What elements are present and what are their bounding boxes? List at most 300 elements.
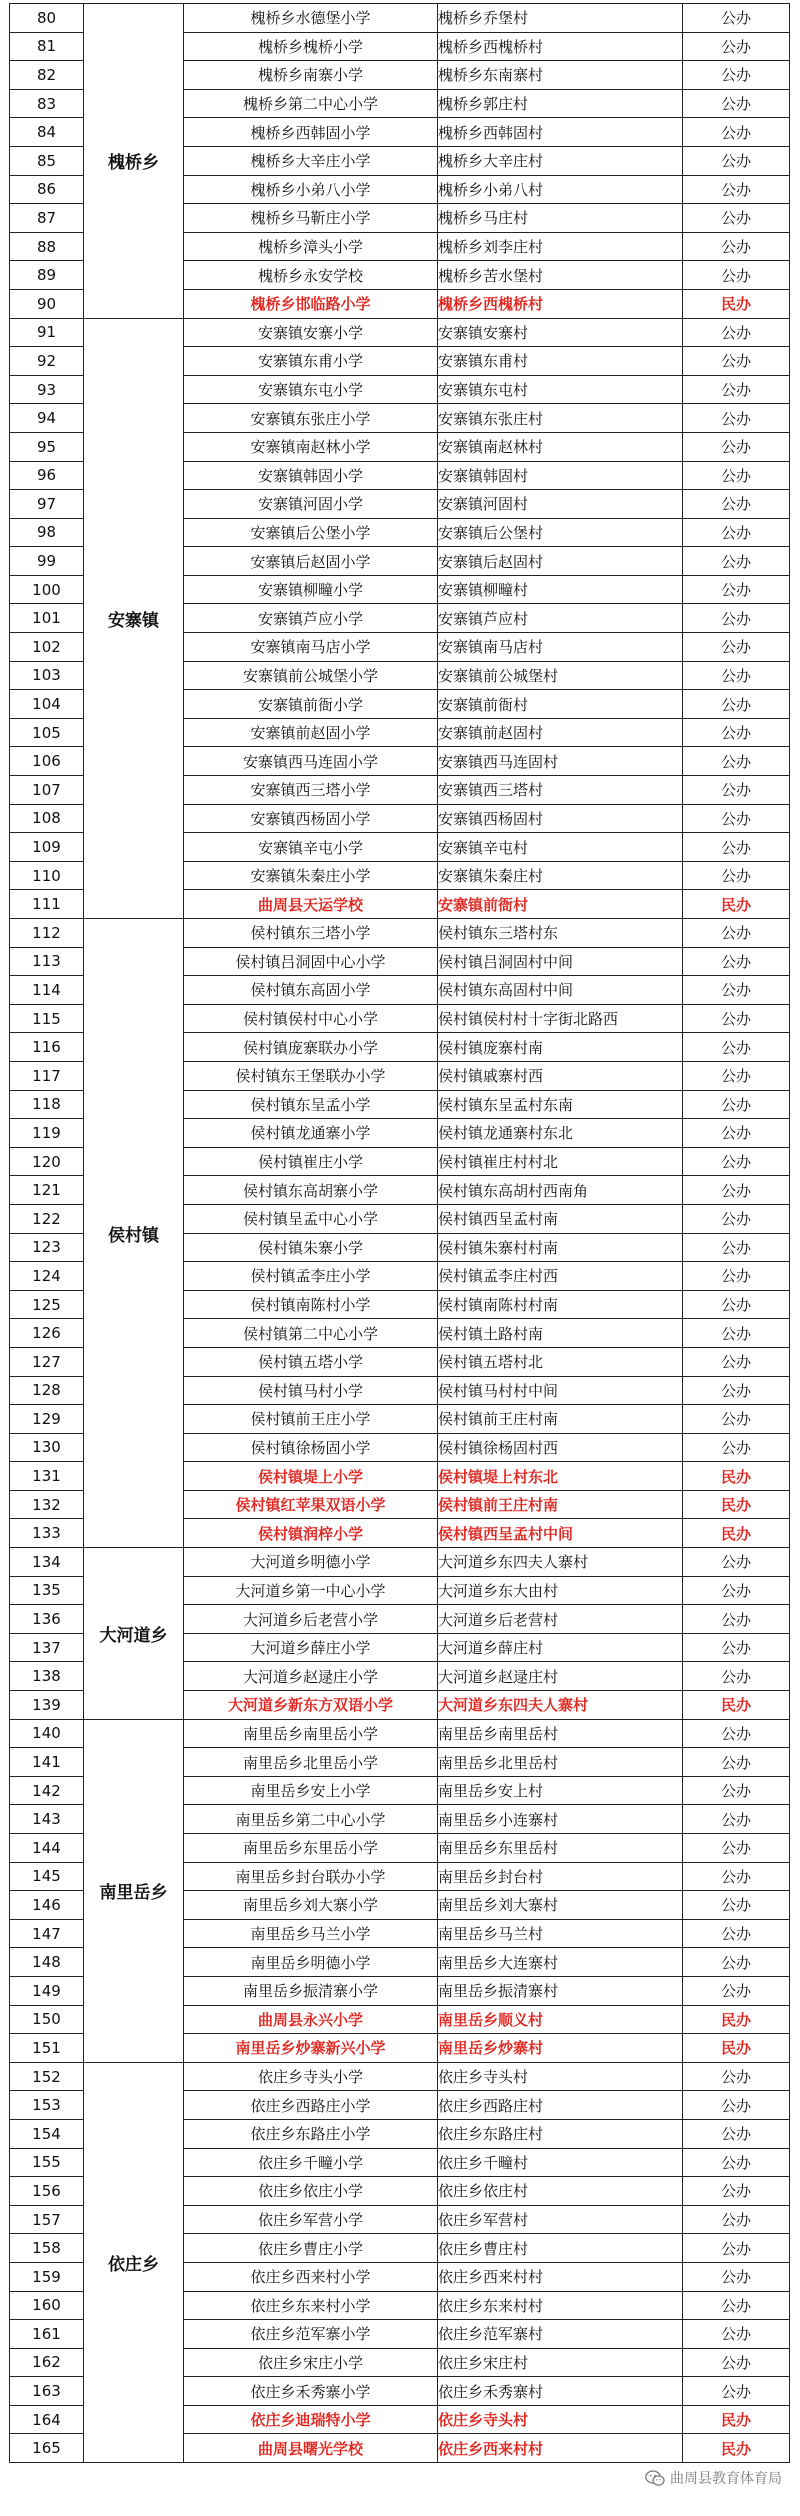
- row-number: 117: [10, 1061, 84, 1090]
- school-location: 安寨镇芦应村: [438, 604, 683, 633]
- school-name: 侯村镇东三塔小学: [184, 919, 438, 948]
- school-name: 南里岳乡北里岳小学: [184, 1748, 438, 1777]
- school-type: 公办: [683, 490, 790, 519]
- school-name: 依庄乡范军寨小学: [184, 2320, 438, 2349]
- row-number: 135: [10, 1576, 84, 1605]
- school-location: 安寨镇前公城堡村: [438, 661, 683, 690]
- school-name: 大河道乡赵逯庄小学: [184, 1662, 438, 1691]
- row-number: 119: [10, 1119, 84, 1148]
- row-number: 84: [10, 118, 84, 147]
- school-location: 大河道乡东四夫人寨村: [438, 1691, 683, 1720]
- row-number: 158: [10, 2234, 84, 2263]
- school-location: 槐桥乡马庄村: [438, 204, 683, 233]
- school-location: 侯村镇东高固村中间: [438, 976, 683, 1005]
- school-location: 安寨镇柳疃村: [438, 575, 683, 604]
- school-name: 大河道乡新东方双语小学: [184, 1691, 438, 1720]
- school-name: 槐桥乡水德堡小学: [184, 4, 438, 33]
- row-number: 147: [10, 1919, 84, 1948]
- school-name: 依庄乡东路庄小学: [184, 2119, 438, 2148]
- school-location: 大河道乡赵逯庄村: [438, 1662, 683, 1691]
- row-number: 133: [10, 1519, 84, 1548]
- row-number: 150: [10, 2005, 84, 2034]
- school-name: 侯村镇庞寨联办小学: [184, 1033, 438, 1062]
- row-number: 165: [10, 2434, 84, 2463]
- school-name: 大河道乡后老营小学: [184, 1605, 438, 1634]
- school-name: 安寨镇韩固小学: [184, 461, 438, 490]
- school-name: 槐桥乡西韩固小学: [184, 118, 438, 147]
- school-type: 民办: [683, 1519, 790, 1548]
- school-name: 南里岳乡南里岳小学: [184, 1719, 438, 1748]
- school-type: 公办: [683, 718, 790, 747]
- school-name: 安寨镇前赵固小学: [184, 718, 438, 747]
- row-number: 114: [10, 976, 84, 1005]
- school-type: 公办: [683, 61, 790, 90]
- school-location: 安寨镇后赵固村: [438, 547, 683, 576]
- school-location: 槐桥乡西槐桥村: [438, 32, 683, 61]
- table-row: [10, 2062, 790, 2091]
- school-location: 依庄乡范军寨村: [438, 2320, 683, 2349]
- school-location: 槐桥乡大辛庄村: [438, 146, 683, 175]
- school-location: 槐桥乡郭庄村: [438, 89, 683, 118]
- school-type: 公办: [683, 432, 790, 461]
- school-name: 槐桥乡大辛庄小学: [184, 146, 438, 175]
- school-name: 侯村镇润梓小学: [184, 1519, 438, 1548]
- school-type: 公办: [683, 347, 790, 376]
- school-name: 安寨镇河固小学: [184, 490, 438, 519]
- row-number: 142: [10, 1776, 84, 1805]
- school-name: 侯村镇东王堡联办小学: [184, 1061, 438, 1090]
- school-name: 侯村镇侯村中心小学: [184, 1004, 438, 1033]
- school-name: 曲周县永兴小学: [184, 2005, 438, 2034]
- school-location: 南里岳乡小连寨村: [438, 1805, 683, 1834]
- school-type: 公办: [683, 1834, 790, 1863]
- school-type: 民办: [683, 890, 790, 919]
- row-number: 152: [10, 2062, 84, 2091]
- school-location: 安寨镇后公堡村: [438, 518, 683, 547]
- school-name: 槐桥乡南寨小学: [184, 61, 438, 90]
- school-location: 侯村镇前王庄村南: [438, 1490, 683, 1519]
- school-location: 依庄乡西来村村: [438, 2434, 683, 2463]
- school-name: 槐桥乡永安学校: [184, 261, 438, 290]
- school-name: 安寨镇后赵固小学: [184, 547, 438, 576]
- row-number: 136: [10, 1605, 84, 1634]
- row-number: 104: [10, 690, 84, 719]
- school-name: 依庄乡寺头小学: [184, 2062, 438, 2091]
- school-location: 槐桥乡西槐桥村: [438, 289, 683, 318]
- row-number: 91: [10, 318, 84, 347]
- school-location: 南里岳乡刘大寨村: [438, 1891, 683, 1920]
- school-location: 侯村镇西呈孟村中间: [438, 1519, 683, 1548]
- school-location: 侯村镇土路村南: [438, 1319, 683, 1348]
- school-type: 公办: [683, 575, 790, 604]
- school-type: 公办: [683, 1061, 790, 1090]
- row-number: 157: [10, 2205, 84, 2234]
- school-name: 槐桥乡漳头小学: [184, 232, 438, 261]
- school-location: 大河道乡东大由村: [438, 1576, 683, 1605]
- school-name: 安寨镇东屯小学: [184, 375, 438, 404]
- row-number: 146: [10, 1891, 84, 1920]
- school-type: 公办: [683, 375, 790, 404]
- school-location: 依庄乡军营村: [438, 2205, 683, 2234]
- school-type: 公办: [683, 518, 790, 547]
- school-location: 依庄乡西来村村: [438, 2262, 683, 2291]
- school-location: 安寨镇西马连固村: [438, 747, 683, 776]
- school-location: 安寨镇朱秦庄村: [438, 861, 683, 890]
- school-name: 侯村镇五塔小学: [184, 1347, 438, 1376]
- row-number: 94: [10, 404, 84, 433]
- school-name: 南里岳乡振清寨小学: [184, 1976, 438, 2005]
- school-location: 南里岳乡大连寨村: [438, 1948, 683, 1977]
- row-number: 101: [10, 604, 84, 633]
- row-number: 121: [10, 1176, 84, 1205]
- row-number: 161: [10, 2320, 84, 2349]
- school-type: 公办: [683, 861, 790, 890]
- school-name: 大河道乡第一中心小学: [184, 1576, 438, 1605]
- school-location: 安寨镇前衙村: [438, 690, 683, 719]
- school-name: 安寨镇西三塔小学: [184, 776, 438, 805]
- row-number: 139: [10, 1691, 84, 1720]
- school-type: 公办: [683, 204, 790, 233]
- school-name: 安寨镇前公城堡小学: [184, 661, 438, 690]
- school-name: 南里岳乡安上小学: [184, 1776, 438, 1805]
- school-type: 公办: [683, 404, 790, 433]
- school-location: 侯村镇东高胡村西南角: [438, 1176, 683, 1205]
- school-name: 曲周县曙光学校: [184, 2434, 438, 2463]
- school-type: 公办: [683, 1662, 790, 1691]
- school-name: 侯村镇东呈孟小学: [184, 1090, 438, 1119]
- school-name: 侯村镇南陈村小学: [184, 1290, 438, 1319]
- school-type: 民办: [683, 1462, 790, 1491]
- school-type: 公办: [683, 1748, 790, 1777]
- school-location: 侯村镇五塔村北: [438, 1347, 683, 1376]
- school-type: 民办: [683, 2005, 790, 2034]
- school-type: 公办: [683, 804, 790, 833]
- row-number: 134: [10, 1548, 84, 1577]
- table-row: [10, 318, 790, 347]
- school-type: 公办: [683, 232, 790, 261]
- school-type: 公办: [683, 1605, 790, 1634]
- school-location: 大河道乡薛庄村: [438, 1633, 683, 1662]
- school-type: 公办: [683, 2234, 790, 2263]
- school-location: 侯村镇南陈村村南: [438, 1290, 683, 1319]
- school-type: 公办: [683, 1576, 790, 1605]
- school-type: 公办: [683, 32, 790, 61]
- school-type: 公办: [683, 118, 790, 147]
- school-location: 南里岳乡封台村: [438, 1862, 683, 1891]
- row-number: 98: [10, 518, 84, 547]
- school-location: 依庄乡寺头村: [438, 2062, 683, 2091]
- row-number: 115: [10, 1004, 84, 1033]
- school-type: 公办: [683, 976, 790, 1005]
- row-number: 87: [10, 204, 84, 233]
- school-location: 槐桥乡东南寨村: [438, 61, 683, 90]
- school-type: 公办: [683, 833, 790, 862]
- school-name: 侯村镇崔庄小学: [184, 1147, 438, 1176]
- row-number: 159: [10, 2262, 84, 2291]
- school-location: 安寨镇西杨固村: [438, 804, 683, 833]
- township-cell: 侯村镇: [84, 919, 184, 1548]
- school-name: 侯村镇东高固小学: [184, 976, 438, 1005]
- school-location: 侯村镇西呈孟村南: [438, 1204, 683, 1233]
- school-type: 公办: [683, 1376, 790, 1405]
- row-number: 105: [10, 718, 84, 747]
- school-type: 民办: [683, 2405, 790, 2434]
- school-table: [9, 3, 790, 2463]
- school-type: 公办: [683, 1433, 790, 1462]
- row-number: 126: [10, 1319, 84, 1348]
- school-type: 公办: [683, 1948, 790, 1977]
- school-name: 依庄乡宋庄小学: [184, 2348, 438, 2377]
- school-location: 侯村镇龙通寨村东北: [438, 1119, 683, 1148]
- school-name: 安寨镇柳疃小学: [184, 575, 438, 604]
- school-name: 侯村镇孟李庄小学: [184, 1262, 438, 1291]
- school-location: 侯村镇东呈孟村东南: [438, 1090, 683, 1119]
- school-name: 依庄乡依庄小学: [184, 2177, 438, 2206]
- row-number: 164: [10, 2405, 84, 2434]
- school-type: 公办: [683, 89, 790, 118]
- school-type: 公办: [683, 1405, 790, 1434]
- school-name: 依庄乡迪瑞特小学: [184, 2405, 438, 2434]
- school-name: 安寨镇西马连固小学: [184, 747, 438, 776]
- row-number: 82: [10, 61, 84, 90]
- school-name: 安寨镇东张庄小学: [184, 404, 438, 433]
- school-name: 南里岳乡炒寨新兴小学: [184, 2034, 438, 2063]
- school-type: 公办: [683, 2148, 790, 2177]
- row-number: 144: [10, 1834, 84, 1863]
- watermark: [641, 2466, 786, 2490]
- school-location: 依庄乡宋庄村: [438, 2348, 683, 2377]
- school-location: 南里岳乡振清寨村: [438, 1976, 683, 2005]
- school-name: 侯村镇龙通寨小学: [184, 1119, 438, 1148]
- township-cell: 大河道乡: [84, 1548, 184, 1720]
- row-number: 155: [10, 2148, 84, 2177]
- row-number: 88: [10, 232, 84, 261]
- school-name: 安寨镇西杨固小学: [184, 804, 438, 833]
- row-number: 163: [10, 2377, 84, 2406]
- row-number: 100: [10, 575, 84, 604]
- school-location: 槐桥乡小弟八村: [438, 175, 683, 204]
- row-number: 125: [10, 1290, 84, 1319]
- school-name: 安寨镇安寨小学: [184, 318, 438, 347]
- row-number: 148: [10, 1948, 84, 1977]
- school-name: 南里岳乡第二中心小学: [184, 1805, 438, 1834]
- school-name: 安寨镇朱秦庄小学: [184, 861, 438, 890]
- row-number: 111: [10, 890, 84, 919]
- row-number: 132: [10, 1490, 84, 1519]
- row-number: 123: [10, 1233, 84, 1262]
- school-type: 民办: [683, 1691, 790, 1720]
- school-type: 公办: [683, 261, 790, 290]
- school-type: 公办: [683, 1090, 790, 1119]
- school-name: 依庄乡东来村小学: [184, 2291, 438, 2320]
- table-row: [10, 4, 790, 33]
- school-type: 公办: [683, 2177, 790, 2206]
- school-location: 安寨镇东甫村: [438, 347, 683, 376]
- school-location: 依庄乡依庄村: [438, 2177, 683, 2206]
- school-type: 公办: [683, 1919, 790, 1948]
- school-name: 侯村镇红苹果双语小学: [184, 1490, 438, 1519]
- school-location: 侯村镇庞寨村南: [438, 1033, 683, 1062]
- school-type: 公办: [683, 947, 790, 976]
- school-type: 公办: [683, 175, 790, 204]
- school-name: 南里岳乡刘大寨小学: [184, 1891, 438, 1920]
- township-cell: 依庄乡: [84, 2062, 184, 2462]
- school-type: 公办: [683, 1776, 790, 1805]
- school-type: 公办: [683, 776, 790, 805]
- row-number: 156: [10, 2177, 84, 2206]
- row-number: 109: [10, 833, 84, 862]
- school-type: 公办: [683, 2119, 790, 2148]
- school-location: 侯村镇侯村村十字街北路西: [438, 1004, 683, 1033]
- school-location: 依庄乡千疃村: [438, 2148, 683, 2177]
- table-row: [10, 1719, 790, 1748]
- row-number: 128: [10, 1376, 84, 1405]
- school-location: 安寨镇南马店村: [438, 633, 683, 662]
- school-name: 依庄乡西来村小学: [184, 2262, 438, 2291]
- school-name: 依庄乡军营小学: [184, 2205, 438, 2234]
- school-location: 安寨镇南赵林村: [438, 432, 683, 461]
- row-number: 162: [10, 2348, 84, 2377]
- row-number: 103: [10, 661, 84, 690]
- school-type: 公办: [683, 4, 790, 33]
- school-type: 公办: [683, 1204, 790, 1233]
- school-name: 依庄乡西路庄小学: [184, 2091, 438, 2120]
- school-name: 安寨镇芦应小学: [184, 604, 438, 633]
- school-name: 槐桥乡小弟八小学: [184, 175, 438, 204]
- school-location: 侯村镇吕洞固村中间: [438, 947, 683, 976]
- school-type: 公办: [683, 461, 790, 490]
- school-location: 依庄乡东路庄村: [438, 2119, 683, 2148]
- row-number: 96: [10, 461, 84, 490]
- school-location: 槐桥乡苦水堡村: [438, 261, 683, 290]
- school-type: 公办: [683, 1119, 790, 1148]
- school-name: 侯村镇吕洞固中心小学: [184, 947, 438, 976]
- school-location: 侯村镇崔庄村村北: [438, 1147, 683, 1176]
- school-type: 公办: [683, 318, 790, 347]
- school-name: 南里岳乡封台联办小学: [184, 1862, 438, 1891]
- school-location: 侯村镇东三塔村东: [438, 919, 683, 948]
- township-cell: 槐桥乡: [84, 4, 184, 319]
- school-name: 曲周县天运学校: [184, 890, 438, 919]
- row-number: 113: [10, 947, 84, 976]
- school-location: 南里岳乡北里岳村: [438, 1748, 683, 1777]
- row-number: 83: [10, 89, 84, 118]
- school-name: 安寨镇南赵林小学: [184, 432, 438, 461]
- school-type: 公办: [683, 1548, 790, 1577]
- school-name: 依庄乡禾秀寨小学: [184, 2377, 438, 2406]
- school-name: 槐桥乡槐桥小学: [184, 32, 438, 61]
- school-location: 依庄乡西路庄村: [438, 2091, 683, 2120]
- school-location: 侯村镇堤上村东北: [438, 1462, 683, 1491]
- school-location: 南里岳乡炒寨村: [438, 2034, 683, 2063]
- row-number: 122: [10, 1204, 84, 1233]
- school-name: 侯村镇马村小学: [184, 1376, 438, 1405]
- school-type: 公办: [683, 604, 790, 633]
- township-cell: 安寨镇: [84, 318, 184, 918]
- school-name: 安寨镇前衙小学: [184, 690, 438, 719]
- school-name: 槐桥乡马靳庄小学: [184, 204, 438, 233]
- school-name: 侯村镇堤上小学: [184, 1462, 438, 1491]
- school-type: 公办: [683, 661, 790, 690]
- row-number: 130: [10, 1433, 84, 1462]
- school-name: 依庄乡千疃小学: [184, 2148, 438, 2177]
- wechat-icon: [645, 2470, 665, 2487]
- school-name: 安寨镇东甫小学: [184, 347, 438, 376]
- row-number: 153: [10, 2091, 84, 2120]
- row-number: 131: [10, 1462, 84, 1491]
- row-number: 85: [10, 146, 84, 175]
- row-number: 116: [10, 1033, 84, 1062]
- school-location: 安寨镇西三塔村: [438, 776, 683, 805]
- school-location: 南里岳乡南里岳村: [438, 1719, 683, 1748]
- school-type: 公办: [683, 146, 790, 175]
- school-type: 公办: [683, 2377, 790, 2406]
- school-name: 侯村镇东高胡寨小学: [184, 1176, 438, 1205]
- school-type: 公办: [683, 1347, 790, 1376]
- school-type: 公办: [683, 1004, 790, 1033]
- school-type: 公办: [683, 1176, 790, 1205]
- township-cell: 南里岳乡: [84, 1719, 184, 2062]
- row-number: 95: [10, 432, 84, 461]
- school-location: 槐桥乡刘李庄村: [438, 232, 683, 261]
- school-type: 公办: [683, 1805, 790, 1834]
- row-number: 149: [10, 1976, 84, 2005]
- school-type: 公办: [683, 2348, 790, 2377]
- school-type: 公办: [683, 2291, 790, 2320]
- row-number: 145: [10, 1862, 84, 1891]
- school-type: 公办: [683, 1976, 790, 2005]
- school-name: 安寨镇南马店小学: [184, 633, 438, 662]
- row-number: 140: [10, 1719, 84, 1748]
- school-location: 侯村镇朱寨村村南: [438, 1233, 683, 1262]
- school-name: 侯村镇徐杨固小学: [184, 1433, 438, 1462]
- school-location: 南里岳乡安上村: [438, 1776, 683, 1805]
- school-name: 侯村镇前王庄小学: [184, 1405, 438, 1434]
- school-type: 公办: [683, 1233, 790, 1262]
- school-name: 大河道乡明德小学: [184, 1548, 438, 1577]
- row-number: 110: [10, 861, 84, 890]
- row-number: 137: [10, 1633, 84, 1662]
- school-name: 安寨镇辛屯小学: [184, 833, 438, 862]
- school-type: 公办: [683, 2262, 790, 2291]
- row-number: 154: [10, 2119, 84, 2148]
- school-name: 侯村镇呈孟中心小学: [184, 1204, 438, 1233]
- school-type: 公办: [683, 747, 790, 776]
- school-location: 安寨镇辛屯村: [438, 833, 683, 862]
- school-location: 依庄乡禾秀寨村: [438, 2377, 683, 2406]
- row-number: 92: [10, 347, 84, 376]
- school-type: 公办: [683, 1319, 790, 1348]
- school-location: 安寨镇安寨村: [438, 318, 683, 347]
- row-number: 99: [10, 547, 84, 576]
- school-type: 民办: [683, 2034, 790, 2063]
- school-location: 依庄乡东来村村: [438, 2291, 683, 2320]
- school-name: 槐桥乡第二中心小学: [184, 89, 438, 118]
- row-number: 129: [10, 1405, 84, 1434]
- school-name: 侯村镇第二中心小学: [184, 1319, 438, 1348]
- school-location: 依庄乡曹庄村: [438, 2234, 683, 2263]
- school-type: 公办: [683, 1633, 790, 1662]
- school-location: 侯村镇前王庄村南: [438, 1405, 683, 1434]
- row-number: 160: [10, 2291, 84, 2320]
- school-type: 公办: [683, 919, 790, 948]
- row-number: 141: [10, 1748, 84, 1777]
- school-location: 槐桥乡乔堡村: [438, 4, 683, 33]
- school-type: 民办: [683, 289, 790, 318]
- row-number: 97: [10, 490, 84, 519]
- row-number: 89: [10, 261, 84, 290]
- school-name: 依庄乡曹庄小学: [184, 2234, 438, 2263]
